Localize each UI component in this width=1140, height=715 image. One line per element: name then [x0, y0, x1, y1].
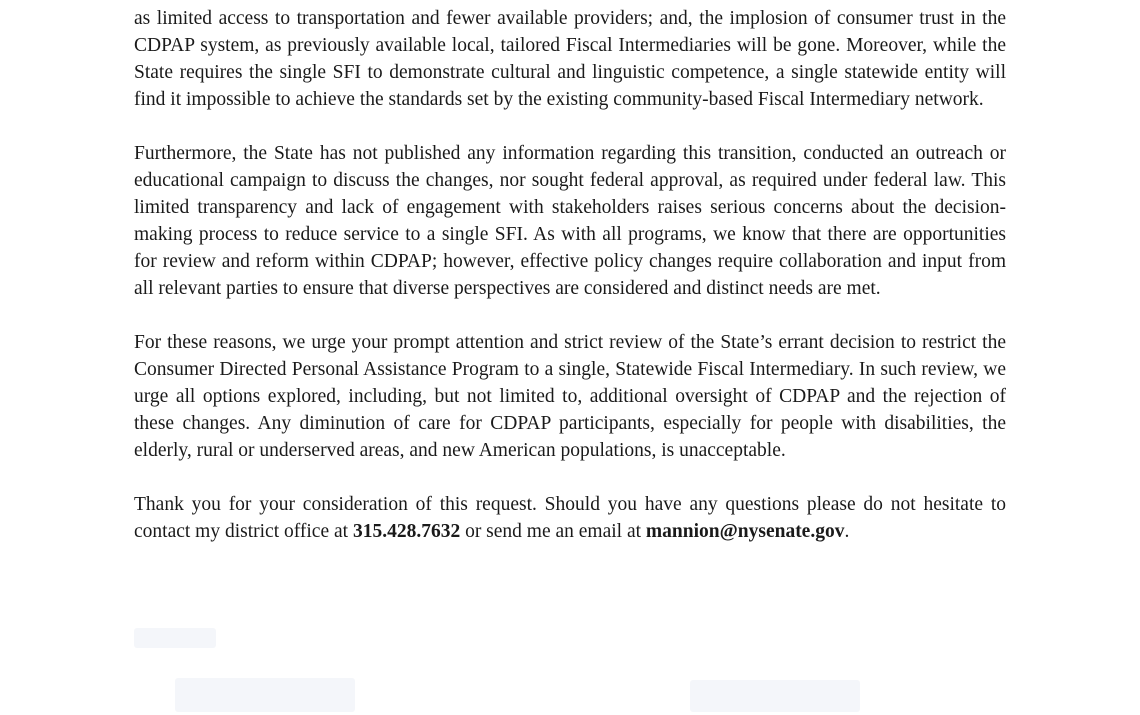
- district-office-phone: 315.428.7632: [352, 521, 461, 542]
- paragraph-consumer-trust: as limited access to transportation and fewer available providers; and, the implosion of consumer trust in the CDPAP system, as previously available local, tailored Fiscal Intermediaries will be gone. Moreover, while the State requires the single SFI to demonstrate cultural and linguistic competence, a single statewide entity will find it impossible to achieve the standards set by the existing community-based Fiscal Intermediary network.: [134, 8, 1006, 110]
- closing-text-intro: Thank you for your consideration of this request. Should you have any questions please do not hesitate to contact my district office at: [134, 494, 1006, 542]
- closing-text-middle: or send me an email at: [460, 521, 646, 542]
- faded-signature-block: [134, 628, 216, 648]
- paragraph-transparency: Furthermore, the State has not published any information regarding this transition, conducted an outreach or educational campaign to discuss the changes, nor sought federal approval, as required under federal law. This limited transparency and lack of engagement with stakeholders raises serious concerns about the decision-making process to reduce service to a single SFI. As with all programs, we know that there are opportunities for review and reform within CDPAP; however, effective policy changes require collaboration and input from all relevant parties to ensure that diverse perspectives are considered and distinct needs are met.: [134, 143, 1006, 299]
- paragraph-closing: [134, 491, 1006, 545]
- faded-signature-line-left: [175, 678, 355, 712]
- closing-text-end: .: [844, 521, 850, 542]
- contact-email: mannion@nysenate.gov: [645, 521, 845, 542]
- faded-signature-line-right: [690, 680, 860, 712]
- paragraph-urge-review: For these reasons, we urge your prompt attention and strict review of the State’s errant decision to restrict the Consumer Directed Personal Assistance Program to a single, Statewide Fiscal Intermediary. In such review, we urge all options explored, including, but not limited to, additional oversight of CDPAP and the rejection of these changes. Any diminution of care for CDPAP participants, especially for people with disabilities, the elderly, rural or underserved areas, and new American populations, is unacceptable.: [134, 332, 1006, 461]
- letter-body: [134, 0, 1006, 545]
